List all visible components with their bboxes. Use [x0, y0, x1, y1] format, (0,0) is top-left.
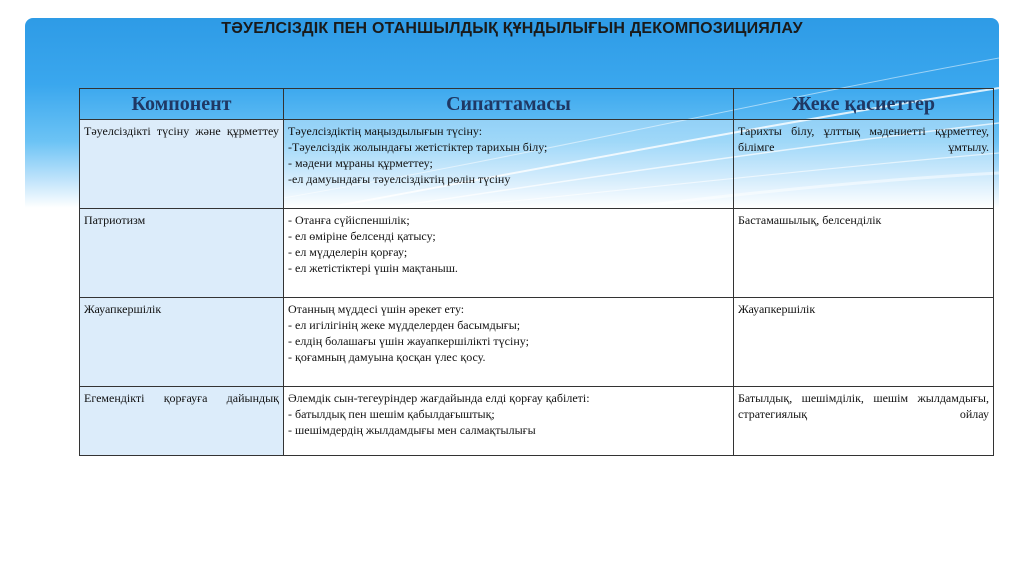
- description-cell: [284, 387, 734, 456]
- description-line: Тәуелсіздіктің маңыздылығын түсіну:: [288, 124, 483, 138]
- qualities-cell: Бастамашылық, белсенділік: [734, 209, 994, 298]
- description-line: - мәдени мұраны құрметтеу;: [288, 156, 433, 170]
- description-line: - ел жетістіктері үшін мақтаныш.: [288, 261, 458, 275]
- description-line: - батылдық пен шешім қабылдағыштық;: [288, 407, 495, 421]
- description-line: - ел өміріне белсенді қатысу;: [288, 229, 436, 243]
- component-cell: Жауапкершілік: [80, 298, 284, 387]
- description-cell: [284, 209, 734, 298]
- decomposition-table: [79, 88, 994, 456]
- description-line: Әлемдік сын-тегеуріндер жағдайында елді қорғау қабілеті:: [288, 391, 590, 405]
- table-row: [80, 120, 994, 209]
- qualities-cell: Батылдық, шешімділік, шешім жылдамдығы, стратегиялық ойлау: [734, 387, 994, 456]
- page-title: ТӘУЕЛСІЗДІК ПЕН ОТАНШЫЛДЫҚ ҚҰНДЫЛЫҒЫН ДЕКОМПОЗИЦИЯЛАУ: [221, 20, 803, 37]
- description-line: -Тәуелсіздік жолындағы жетістіктер тарихын білу;: [288, 140, 548, 154]
- table-row: [80, 298, 994, 387]
- header-description: Сипаттамасы: [284, 89, 734, 120]
- component-cell: Тәуелсіздікті түсіну және құрметтеу: [80, 120, 284, 209]
- description-cell: [284, 298, 734, 387]
- header-component: Компонент: [80, 89, 284, 120]
- table-row: [80, 209, 994, 298]
- description-line: - шешімдердің жылдамдығы мен салмақтылығы: [288, 423, 536, 437]
- component-cell: Егемендікті қорғауға дайындық: [80, 387, 284, 456]
- component-cell: Патриотизм: [80, 209, 284, 298]
- description-line: -ел дамуындағы тәуелсіздіктің рөлін түсіну: [288, 172, 511, 186]
- qualities-cell: Тарихты білу, ұлттық мәдениетті құрметтеу, білімге ұмтылу.: [734, 120, 994, 209]
- description-line: - Отанға сүйіспеншілік;: [288, 213, 410, 227]
- table-header-row: [80, 89, 994, 120]
- description-line: - ел игілігінің жеке мүдделерден басымдығы;: [288, 318, 521, 332]
- description-line: - елдің болашағы үшін жауапкершілікті түсіну;: [288, 334, 529, 348]
- description-line: Отанның мүддесі үшін әрекет ету:: [288, 302, 465, 316]
- table-row: [80, 387, 994, 456]
- header-qualities: Жеке қасиеттер: [734, 89, 994, 120]
- description-cell: [284, 120, 734, 209]
- description-line: - қоғамның дамуына қосқан үлес қосу.: [288, 350, 486, 364]
- qualities-cell: Жауапкершілік: [734, 298, 994, 387]
- description-line: - ел мүдделерін қорғау;: [288, 245, 408, 259]
